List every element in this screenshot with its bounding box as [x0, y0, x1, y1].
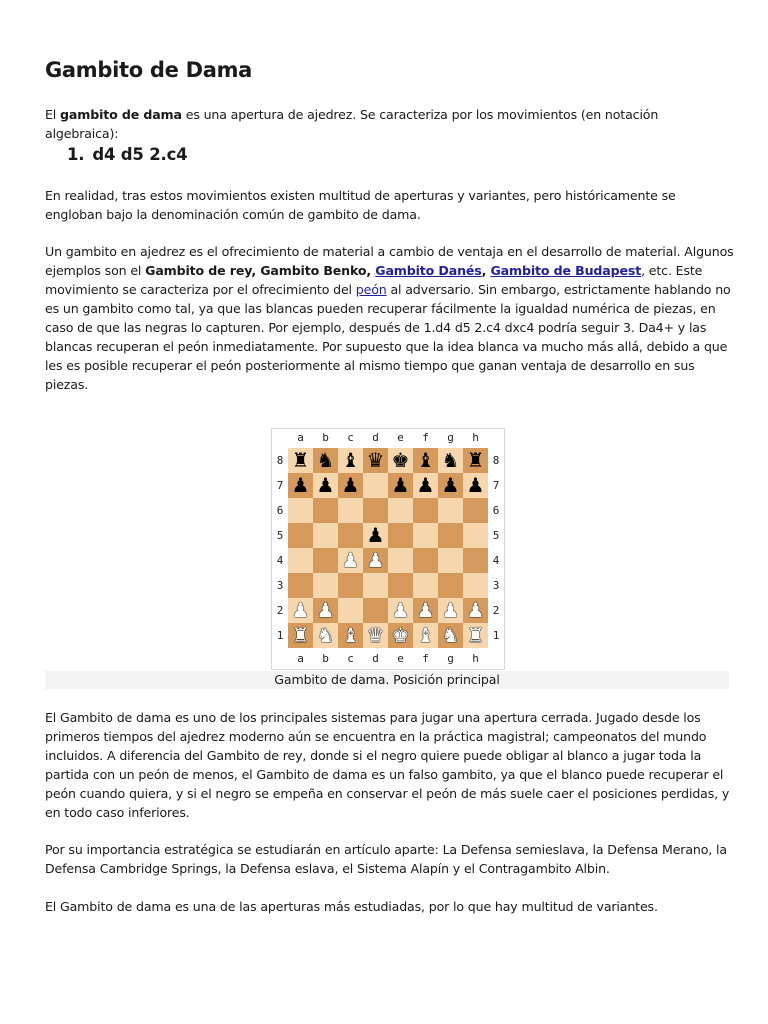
gambito-danes-link[interactable]: Gambito Danés — [375, 263, 482, 278]
file-label-g: g — [447, 431, 454, 444]
square-b8 — [313, 448, 338, 473]
square-h8 — [463, 448, 488, 473]
square-c8 — [338, 448, 363, 473]
square-b6 — [313, 498, 338, 523]
black-rook-icon: ♜ — [466, 448, 485, 472]
square-a7 — [288, 473, 313, 498]
square-d1 — [363, 623, 388, 648]
rank-label-3: 3 — [276, 579, 284, 592]
square-d5 — [363, 523, 388, 548]
square-f3 — [413, 573, 438, 598]
rank-label-4: 4 — [492, 554, 500, 567]
square-h6 — [463, 498, 488, 523]
opening-moves — [67, 145, 187, 164]
square-b4 — [313, 548, 338, 573]
para3-text-1: Un gambito en ajedrez es el ofrecimiento de material a cambio de ventaja en el desarrollo de material. Algunos ejemplos son el — [45, 244, 734, 278]
rank-label-7: 7 — [492, 479, 500, 492]
square-a1 — [288, 623, 313, 648]
para3-sep-2: , — [366, 263, 376, 278]
white-rook-icon: ♜ — [466, 623, 485, 647]
square-e3 — [388, 573, 413, 598]
rank-label-2: 2 — [276, 604, 284, 617]
move-number: 1. — [67, 145, 85, 164]
paragraph-5: Por su importancia estratégica se estudiarán en artículo aparte: La Defensa semieslava, la Defensa Merano, la Defensa Cambridge Springs, la Defensa eslava, el Sistema Alapín y el Contragambito Albin. — [45, 842, 727, 876]
square-e4 — [388, 548, 413, 573]
chess-board — [288, 448, 488, 648]
square-b7 — [313, 473, 338, 498]
file-label-e: e — [397, 652, 404, 665]
square-g2 — [438, 598, 463, 623]
file-label-c: c — [347, 431, 354, 444]
square-e7 — [388, 473, 413, 498]
square-g8 — [438, 448, 463, 473]
black-king-icon: ♚ — [391, 448, 410, 472]
file-label-d: d — [372, 431, 379, 444]
gambito-rey-term: Gambito de rey — [145, 263, 252, 278]
rank-label-1: 1 — [276, 629, 284, 642]
square-f5 — [413, 523, 438, 548]
gambito-benko-term: Gambito Benko — [260, 263, 367, 278]
para3-text-2: , etc. Este movimiento se caracteriza por el ofrecimiento del — [45, 263, 703, 297]
file-label-c: c — [347, 652, 354, 665]
gambito-budapest-link[interactable]: Gambito de Budapest — [490, 263, 642, 278]
para3-sep-3: , — [481, 263, 491, 278]
square-e2 — [388, 598, 413, 623]
square-d3 — [363, 573, 388, 598]
paragraph-2: En realidad, tras estos movimientos existen multitud de aperturas y variantes, pero históricamente se engloban bajo la denominación común de gambito de dama. — [45, 188, 676, 222]
file-label-h: h — [472, 431, 479, 444]
square-f7 — [413, 473, 438, 498]
square-g3 — [438, 573, 463, 598]
file-labels-top — [288, 431, 488, 445]
rank-label-6: 6 — [492, 504, 500, 517]
file-label-g: g — [447, 652, 454, 665]
white-pawn-icon: ♟ — [416, 598, 435, 622]
white-king-icon: ♚ — [391, 623, 410, 647]
file-label-d: d — [372, 652, 379, 665]
black-bishop-icon: ♝ — [341, 448, 360, 472]
black-knight-icon: ♞ — [441, 448, 460, 472]
intro-paragraph — [45, 105, 735, 143]
square-b3 — [313, 573, 338, 598]
black-pawn-icon: ♟ — [291, 473, 310, 497]
black-knight-icon: ♞ — [316, 448, 335, 472]
rank-label-7: 7 — [276, 479, 284, 492]
square-c4 — [338, 548, 363, 573]
square-h2 — [463, 598, 488, 623]
black-pawn-icon: ♟ — [391, 473, 410, 497]
square-a6 — [288, 498, 313, 523]
file-label-a: a — [297, 652, 304, 665]
white-pawn-icon: ♟ — [341, 548, 360, 572]
square-b5 — [313, 523, 338, 548]
rank-label-1: 1 — [492, 629, 500, 642]
square-h1 — [463, 623, 488, 648]
square-c3 — [338, 573, 363, 598]
square-a3 — [288, 573, 313, 598]
white-pawn-icon: ♟ — [291, 598, 310, 622]
square-g6 — [438, 498, 463, 523]
square-a8 — [288, 448, 313, 473]
rank-label-8: 8 — [276, 454, 284, 467]
square-g4 — [438, 548, 463, 573]
black-pawn-icon: ♟ — [341, 473, 360, 497]
paragraph-4: El Gambito de dama es uno de los principales sistemas para jugar una apertura cerrada. Jugado desde los primeros tiempos del ajedrez moderno aún se encuentra en la práctica magistral; campeonatos del mundo incluidos. A diferencia del Gambito de rey, donde si el negro quiere puede obligar al blanco a jugar toda la partida con un peón de menos, el Gambito de dama es un falso gambito, ya que el blanco puede recuperar el peón cuando quiera, y si el negro se empeña en conservar el peón de más suele caer el posiciones perdidas, y en todo caso inferiores. — [45, 710, 730, 820]
page-title: Gambito de Dama — [45, 58, 253, 82]
square-e5 — [388, 523, 413, 548]
square-h4 — [463, 548, 488, 573]
rank-label-5: 5 — [276, 529, 284, 542]
rank-label-4: 4 — [276, 554, 284, 567]
white-pawn-icon: ♟ — [466, 598, 485, 622]
square-g5 — [438, 523, 463, 548]
square-d6 — [363, 498, 388, 523]
square-a4 — [288, 548, 313, 573]
intro-bold-term: gambito de dama — [60, 107, 182, 122]
white-bishop-icon: ♝ — [341, 623, 360, 647]
paragraph-3 — [45, 242, 735, 394]
rank-label-6: 6 — [276, 504, 284, 517]
file-labels-bottom — [288, 652, 488, 666]
file-label-b: b — [322, 431, 329, 444]
square-d4 — [363, 548, 388, 573]
rank-labels-left — [273, 448, 287, 648]
square-h5 — [463, 523, 488, 548]
white-bishop-icon: ♝ — [416, 623, 435, 647]
white-rook-icon: ♜ — [291, 623, 310, 647]
para3-text-3: al adversario. Sin embargo, estrictamente hablando no es un gambito como tal, ya que las blancas pueden recuperar fácilmente la igualdad numérica de piezas, en caso de que las negras lo capturen. Por ejemplo, después de 1.d4 d5 2.c4 dxc4 podría seguir 3. Da4+ y las blancas recuperan el peón inmediatamente. Por supuesto que la idea blanca va mucho más allá, debido a que les es posible recuperar el peón posteriormente al mismo tiempo que ganan ventaja de desarrollo en sus piezas. — [45, 282, 731, 392]
black-queen-icon: ♛ — [366, 448, 385, 472]
square-c7 — [338, 473, 363, 498]
rank-labels-right — [489, 448, 503, 648]
white-pawn-icon: ♟ — [391, 598, 410, 622]
square-c5 — [338, 523, 363, 548]
file-label-e: e — [397, 431, 404, 444]
square-e6 — [388, 498, 413, 523]
rank-label-3: 3 — [492, 579, 500, 592]
rank-label-5: 5 — [492, 529, 500, 542]
white-pawn-icon: ♟ — [441, 598, 460, 622]
square-e1 — [388, 623, 413, 648]
square-a5 — [288, 523, 313, 548]
intro-text: El — [45, 107, 61, 122]
board-caption: Gambito de dama. Posición principal — [45, 671, 729, 689]
square-d2 — [363, 598, 388, 623]
square-e8 — [388, 448, 413, 473]
black-pawn-icon: ♟ — [316, 473, 335, 497]
white-queen-icon: ♛ — [366, 623, 385, 647]
file-label-h: h — [472, 652, 479, 665]
rank-label-8: 8 — [492, 454, 500, 467]
black-pawn-icon: ♟ — [441, 473, 460, 497]
peon-link[interactable]: peón — [355, 282, 387, 297]
white-knight-icon: ♞ — [316, 623, 335, 647]
square-f2 — [413, 598, 438, 623]
square-b1 — [313, 623, 338, 648]
black-bishop-icon: ♝ — [416, 448, 435, 472]
square-g1 — [438, 623, 463, 648]
black-pawn-icon: ♟ — [416, 473, 435, 497]
square-b2 — [313, 598, 338, 623]
square-c6 — [338, 498, 363, 523]
file-label-f: f — [422, 652, 429, 665]
rank-label-2: 2 — [492, 604, 500, 617]
black-pawn-icon: ♟ — [466, 473, 485, 497]
square-f1 — [413, 623, 438, 648]
square-f6 — [413, 498, 438, 523]
square-h3 — [463, 573, 488, 598]
para3-sep-1: , — [251, 263, 261, 278]
chess-board-figure — [271, 428, 505, 670]
white-pawn-icon: ♟ — [316, 598, 335, 622]
square-d8 — [363, 448, 388, 473]
square-f8 — [413, 448, 438, 473]
file-label-b: b — [322, 652, 329, 665]
black-rook-icon: ♜ — [291, 448, 310, 472]
white-knight-icon: ♞ — [441, 623, 460, 647]
move-text: d4 d5 2.c4 — [92, 145, 188, 164]
square-d7 — [363, 473, 388, 498]
paragraph-6: El Gambito de dama es una de las aperturas más estudiadas, por lo que hay multitud de variantes. — [45, 899, 658, 914]
white-pawn-icon: ♟ — [366, 548, 385, 572]
square-c1 — [338, 623, 363, 648]
square-f4 — [413, 548, 438, 573]
square-h7 — [463, 473, 488, 498]
square-c2 — [338, 598, 363, 623]
file-label-f: f — [422, 431, 429, 444]
intro-text-end: es una apertura de ajedrez. Se caracteriza por los movimientos (en notación algebraica): — [45, 107, 659, 141]
black-pawn-icon: ♟ — [366, 523, 385, 547]
square-g7 — [438, 473, 463, 498]
square-a2 — [288, 598, 313, 623]
file-label-a: a — [297, 431, 304, 444]
